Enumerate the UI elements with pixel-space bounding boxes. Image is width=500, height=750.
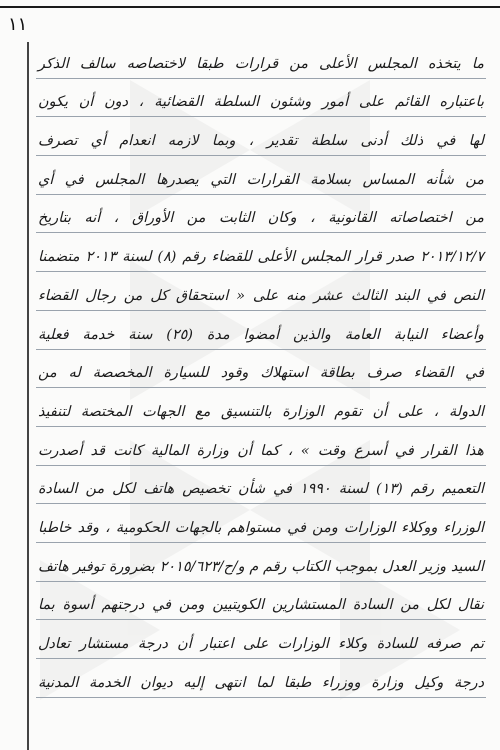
text-line <box>36 543 486 582</box>
line-text: من شأنه المساس بسلامة القرارات التي يصدرها المجلس في أي <box>38 171 484 188</box>
line-text: وأعضاء النيابة العامة والذين أمضوا مدة (٢٥) سنة خدمة فعلية <box>38 326 484 343</box>
top-border <box>0 6 500 8</box>
line-text: لها في ذلك أدنى سلطة تقدير ، وبما لازمه انعدام أي تصرف <box>38 133 484 150</box>
text-line <box>36 350 486 389</box>
text-line <box>36 388 486 427</box>
line-text: الوزراء ووكلاء الوزارات ومن في مستواهم بالجهات الحكومية ، وقد خاطبا <box>38 519 484 536</box>
text-line <box>36 156 486 195</box>
handwritten-body <box>36 40 486 698</box>
line-text: التعميم رقم (١٣) لسنة ١٩٩٠ في شأن تخصيص هاتف لكل من السادة <box>38 481 485 498</box>
text-line <box>36 427 486 466</box>
text-line <box>36 272 486 311</box>
text-line <box>36 504 486 543</box>
line-text: باعتباره القائم على أمور وشئون السلطة القضائية ، دون أن يكون <box>38 94 484 111</box>
line-text: من اختصاصاته القانونية ، وكان الثابت من الأوراق ، أنه بتاريخ <box>38 210 484 227</box>
text-line <box>36 40 486 79</box>
line-text: النص في البند الثالث عشر منه على « استحقاق كل من رجال القضاء <box>38 287 484 304</box>
line-text: ٢٠١٣/١٢/٧ صدر قرار المجلس الأعلى للقضاء رقم (٨) لسنة ٢٠١٣ متضمنا <box>38 249 485 266</box>
line-text: ما يتخذه المجلس الأعلى من قرارات طبقا لاختصاصه سالف الذكر <box>38 55 484 72</box>
text-line <box>36 620 486 659</box>
line-text: تم صرفه للسادة وكلاء الوزارات على اعتبار أن درجة مستشار تعادل <box>38 636 484 652</box>
text-line <box>36 233 486 272</box>
line-text: الدولة ، على أن تقوم الوزارة بالتنسيق مع الجهات المختصة لتنفيذ <box>38 403 484 420</box>
line-text: في القضاء صرف بطاقة استهلاك وقود للسيارة المخصصة له من <box>38 365 484 382</box>
page-number: ١١ <box>8 14 28 35</box>
line-text: درجة وكيل وزارة ووزراء طبقا لما انتهى إليه ديوان الخدمة المدنية <box>38 674 484 691</box>
text-line <box>36 466 486 505</box>
text-line <box>36 195 486 234</box>
text-line <box>36 79 486 118</box>
margin-line <box>27 42 29 750</box>
line-text: السيد وزير العدل بموجب الكتاب رقم م و/ح/٢٠١٥/٦٢٣ بضرورة توفير هاتف <box>38 558 484 575</box>
line-text: هذا القرار في أسرع وقت » ، كما أن وزارة المالية كانت قد أصدرت <box>38 442 484 459</box>
text-line <box>36 117 486 156</box>
text-line <box>36 582 486 621</box>
text-line <box>36 659 486 698</box>
line-text: نقال لكل من السادة المستشارين الكويتيين ومن في درجتهم أسوة بما <box>38 597 484 614</box>
text-line <box>36 311 486 350</box>
